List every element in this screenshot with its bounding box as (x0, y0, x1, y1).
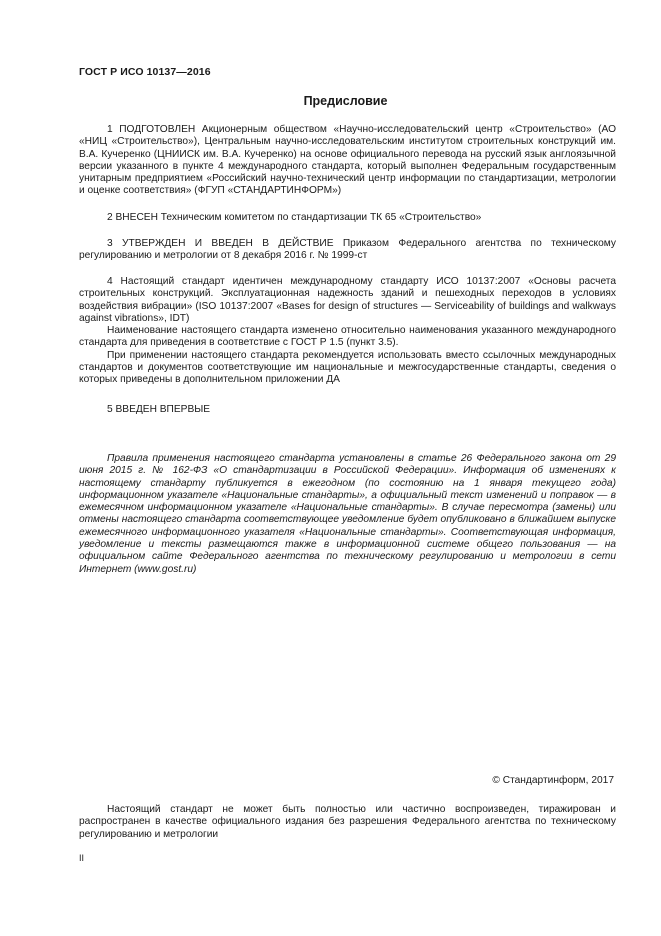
item-2 (79, 212, 616, 224)
notice-text: Правила применения настоящего стандарта установлены в статье 26 Федерального закона от 29 июня 2015 г. № 162-ФЗ «О стандартизации в Российской Федерации». Информация об изменениях к настоящему стандарту публикуется в ежегодном (по состоянию на 1 января текущего года) информационном указателе «Национальные стандарты», а официальный текст изменений и поправок — в ежемесячном информационном указателе «Национальные стандарты». В случае пересмотра (замены) или отмены настоящего стандарта соответствующее уведомление будет опубликовано в ближайшем выпуске ежемесячного информационного указателя «Национальные стандарты». Соответствующая информация, уведомление и тексты размещаются также в информационной системе общего пользования — на официальном сайте Федерального агентства по техническому регулированию и метрологии в сети Интернет (www.gost.ru) (79, 453, 616, 575)
reproduction-notice (79, 804, 616, 841)
item-4-text: 4 Настоящий стандарт идентичен международному стандарту ИСО 10137:2007 «Основы расчета строительных конструкций. Эксплуатационная надежность зданий и пешеходных переходов в условиях воздействия вибрации» (ISO 10137:2007 «Bases for design of structures — Serviceability of buildings and walkways against vibrations», IDT) (79, 276, 616, 324)
item-1-text: 1 ПОДГОТОВЛЕН Акционерным обществом «Научно-исследовательский центр «Строительство» (АО «НИЦ «Строительство»), Центральным научно-исследовательским институтом строительных конструкций им. В.А. Кучеренко (ЦНИИСК им. В.А. Кучеренко) на основе официального перевода на русский язык англоязычной версии указанного в пункте 4 международного стандарта, который выполнен Федеральным государственным унитарным предприятием «Российский научно-технический центр информации по стандартизации, метрологии и оценке соответствия» (ФГУП «СТАНДАРТИНФОРМ») (79, 124, 616, 197)
item-3 (79, 238, 616, 263)
page-number: II (79, 853, 85, 863)
item-1 (79, 124, 616, 198)
document-code: ГОСТ Р ИСО 10137—2016 (79, 66, 211, 78)
page-title: Предисловие (303, 94, 388, 108)
item-5 (79, 404, 616, 416)
application-rules-notice (79, 453, 616, 576)
reproduction-notice-text: Настоящий стандарт не может быть полностью или частично воспроизведен, тиражирован и распространен в качестве официального издания без разрешения Федерального агентства по техническому регулированию и метрологии (79, 804, 616, 840)
item-2-text: 2 ВНЕСЕН Техническим комитетом по стандартизации ТК 65 «Строительство» (107, 212, 482, 223)
copyright: © Стандартинформ, 2017 (492, 775, 614, 786)
item-5-text: 5 ВВЕДЕН ВПЕРВЫЕ (107, 404, 211, 415)
item-4 (79, 276, 616, 387)
item-4-note-name: Наименование настоящего стандарта изменено относительно наименования указанного международного стандарта для приведения в соответствие с ГОСТ Р 1.5 (пункт 3.5). (79, 325, 616, 349)
item-4-note-refs: При применении настоящего стандарта рекомендуется использовать вместо ссылочных международных стандартов и документов соответствующие им национальные и межгосударственные стандарты, сведения о которых приведены в дополнительном приложении ДА (79, 349, 616, 386)
item-3-text: 3 УТВЕРЖДЕН И ВВЕДЕН В ДЕЙСТВИЕ Приказом Федерального агентства по техническому регулированию и метрологии от 8 декабря 2016 г. № 1999-ст (79, 238, 616, 262)
